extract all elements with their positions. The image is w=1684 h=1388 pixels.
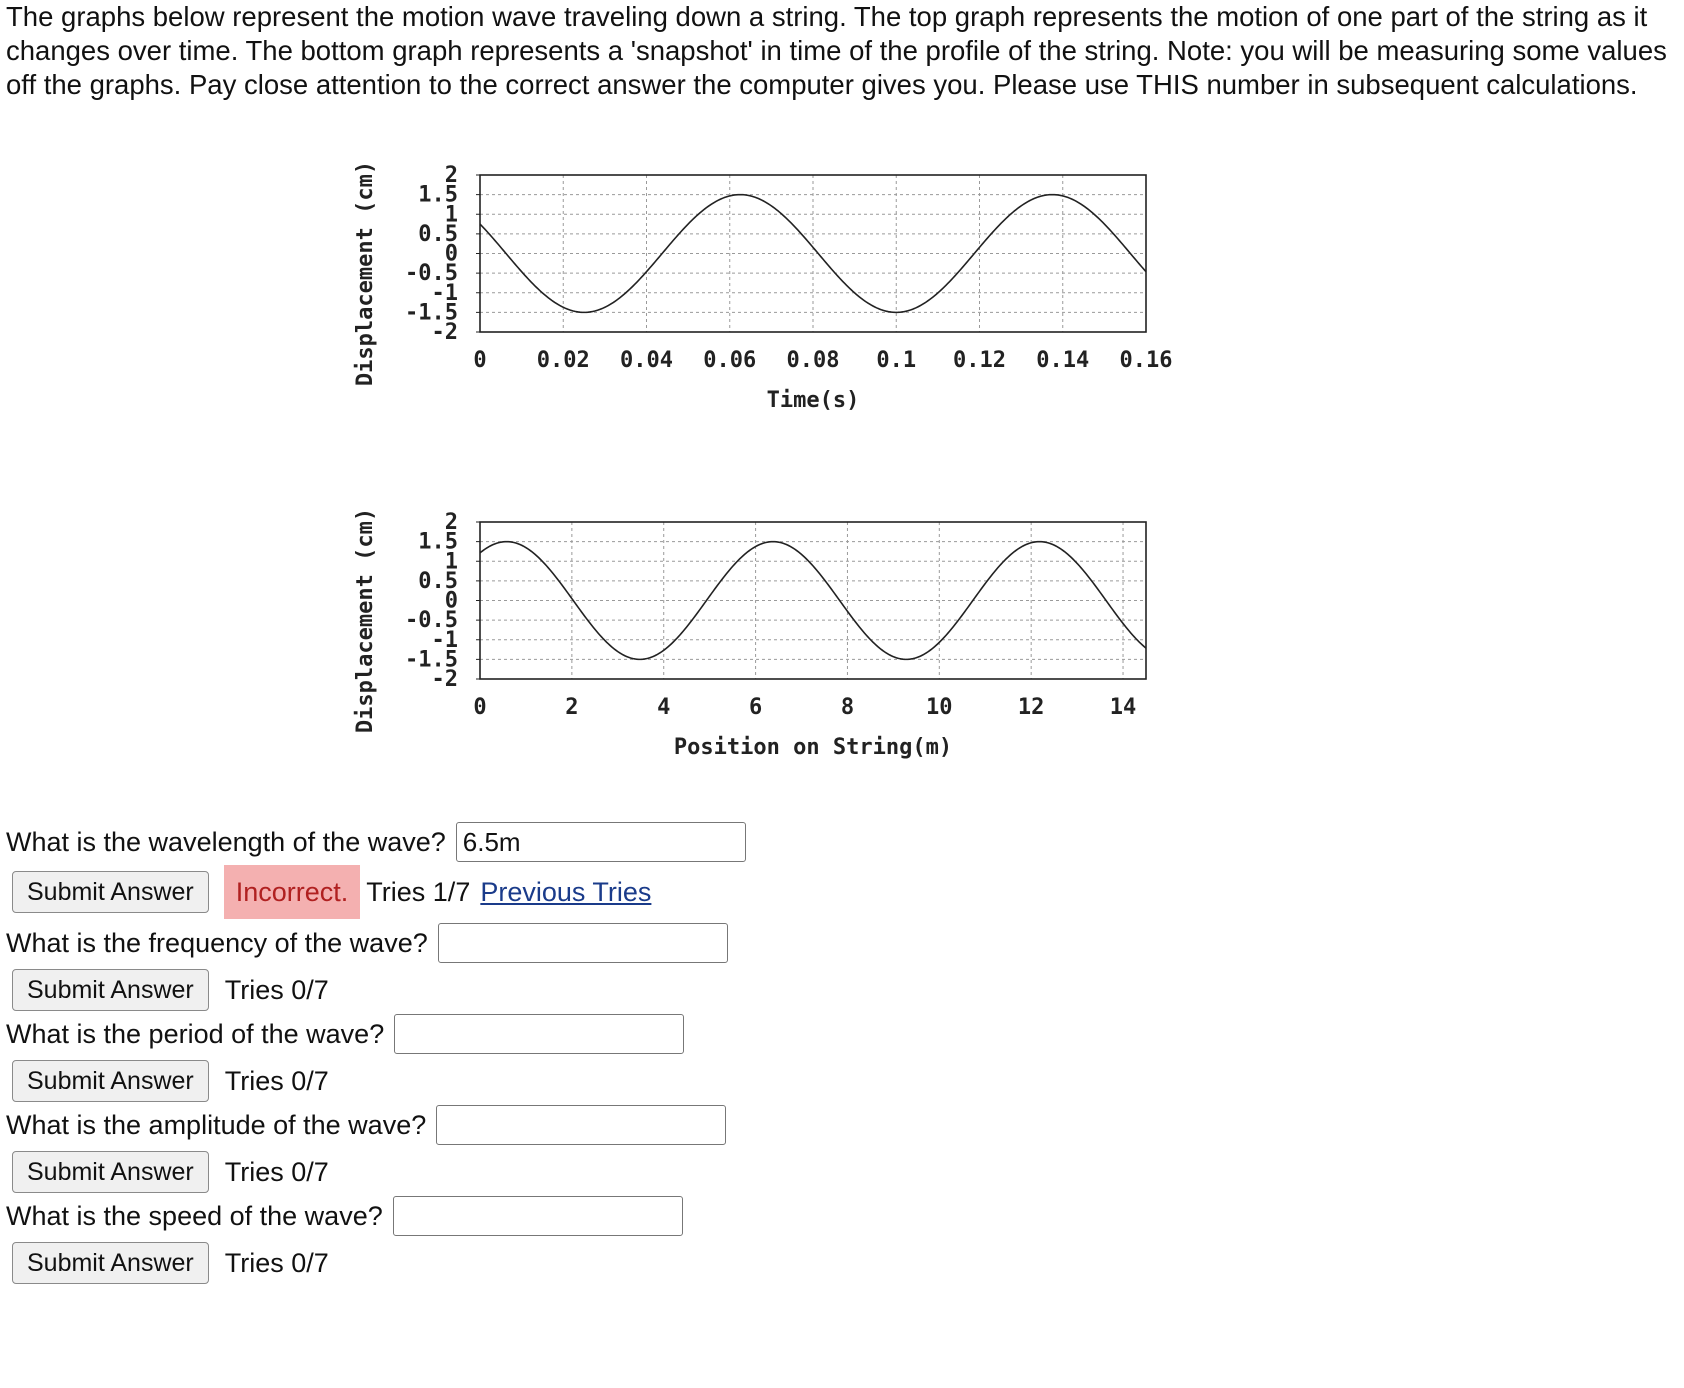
time-graph-xtick-label-4: 0.08 [786,348,840,373]
position-graph [353,507,1200,770]
incorrect-badge: Incorrect. [224,865,361,919]
position-graph-svg [353,507,1200,770]
position-graph-xtick-label-5: 10 [926,695,953,720]
time-graph-ytick-label-4: 0 [444,241,458,267]
time-graph-ytick-label-6: 1 [444,202,458,228]
submit-speed-button[interactable]: Submit Answer [12,1242,209,1284]
question-frequency-label: What is the frequency of the wave? [6,927,428,958]
speed-input[interactable] [393,1196,683,1236]
wavelength-input[interactable] [456,822,746,862]
position-graph-ytick-label-8: 2 [444,510,458,535]
position-graph-ytick-label-3: -0.5 [405,608,458,634]
time-graph-xtick-label-2: 0.04 [620,348,673,373]
time-graph-ytick-label-7: 1.5 [418,182,458,208]
amplitude-controls [12,1151,329,1193]
submit-frequency-button[interactable]: Submit Answer [12,969,209,1011]
amplitude-tries: Tries 0/7 [224,1156,329,1187]
position-graph-xtick-label-1: 2 [565,695,579,720]
instructions-text: The graphs below represent the motion wave traveling down a string. The top graph represents the motion of one part of the string as it changes over time. The bottom graph represents a 'snapshot' in time of the profile of the string. Note: you will be measuring some values off the graphs. Pay close attention to the correct answer the computer gives you. Please use THIS number in subsequent calculations. [6,1,1667,100]
position-graph-ytick-label-2: -1 [431,627,458,653]
time-graph-grid [480,175,1146,332]
position-graph-ytick-label-1: -1.5 [405,647,458,673]
submit-period-button[interactable]: Submit Answer [12,1060,209,1102]
question-amplitude-label: What is the amplitude of the wave? [6,1109,427,1140]
time-graph-ytick-label-2: -1 [431,280,458,306]
position-graph-ytick-label-4: 0 [444,588,458,614]
submit-wavelength-button[interactable]: Submit Answer [12,871,209,913]
question-wavelength-label: What is the wavelength of the wave? [6,826,446,857]
question-wavelength [6,822,746,862]
time-graph-ytick-label-8: 2 [444,163,458,188]
time-graph-xtick-label-6: 0.12 [953,348,1006,373]
amplitude-input[interactable] [436,1105,726,1145]
position-graph-ytick-label-6: 1 [444,549,458,575]
time-graph-xtick-label-8: 0.16 [1119,348,1173,373]
time-graph-xtick-label-7: 0.14 [1036,348,1090,373]
time-graph-xtick-label-1: 0.02 [536,348,590,373]
position-graph-xtick-label-0: 0 [473,695,487,720]
position-graph-xtick-label-4: 8 [840,695,855,720]
position-graph-ytick-label-7: 1.5 [418,529,458,555]
frequency-controls [12,969,329,1011]
time-graph-ytick-label-1: -1.5 [405,300,458,326]
question-frequency [6,923,728,963]
position-graph-xtick-label-7: 14 [1109,695,1137,720]
period-tries: Tries 0/7 [224,1065,329,1096]
question-speed-label: What is the speed of the wave? [6,1200,383,1231]
position-graph-y-axis-label: Displacement (cm) [353,507,378,734]
question-period [6,1014,684,1054]
period-controls [12,1060,329,1102]
position-graph-grid [480,522,1146,679]
question-speed [6,1196,683,1236]
time-graph-xtick-label-5: 0.1 [876,348,917,373]
submit-amplitude-button[interactable]: Submit Answer [12,1151,209,1193]
speed-controls [12,1242,329,1284]
time-graph-svg [353,145,1200,420]
question-period-label: What is the period of the wave? [6,1018,385,1049]
position-graph-x-axis-label: Position on String(m) [673,735,953,760]
wavelength-controls [12,865,651,919]
position-graph-ytick-label-0: -2 [431,667,458,692]
time-graph-xtick-label-3: 0.06 [703,348,757,373]
time-graph-ytick-label-3: -0.5 [405,261,458,287]
position-graph-xtick-label-6: 12 [1017,695,1045,720]
frequency-input[interactable] [438,923,728,963]
question-amplitude [6,1105,726,1145]
previous-tries-link[interactable]: Previous Tries [480,876,652,907]
period-input[interactable] [394,1014,684,1054]
time-graph-xtick-label-0: 0 [473,348,487,373]
speed-tries: Tries 0/7 [224,1247,329,1278]
wavelength-tries: Tries 1/7 [366,876,471,907]
time-graph-y-axis-label: Displacement (cm) [353,160,378,387]
position-graph-ytick-label-5: 0.5 [418,568,458,594]
time-graph-x-axis-label: Time(s) [766,388,860,413]
time-graph-ytick-label-0: -2 [431,320,458,345]
position-graph-xtick-label-2: 4 [657,695,671,720]
time-graph-ytick-label-5: 0.5 [418,221,458,247]
frequency-tries: Tries 0/7 [224,974,329,1005]
time-graph [353,145,1200,420]
position-graph-xtick-label-3: 6 [748,695,763,720]
